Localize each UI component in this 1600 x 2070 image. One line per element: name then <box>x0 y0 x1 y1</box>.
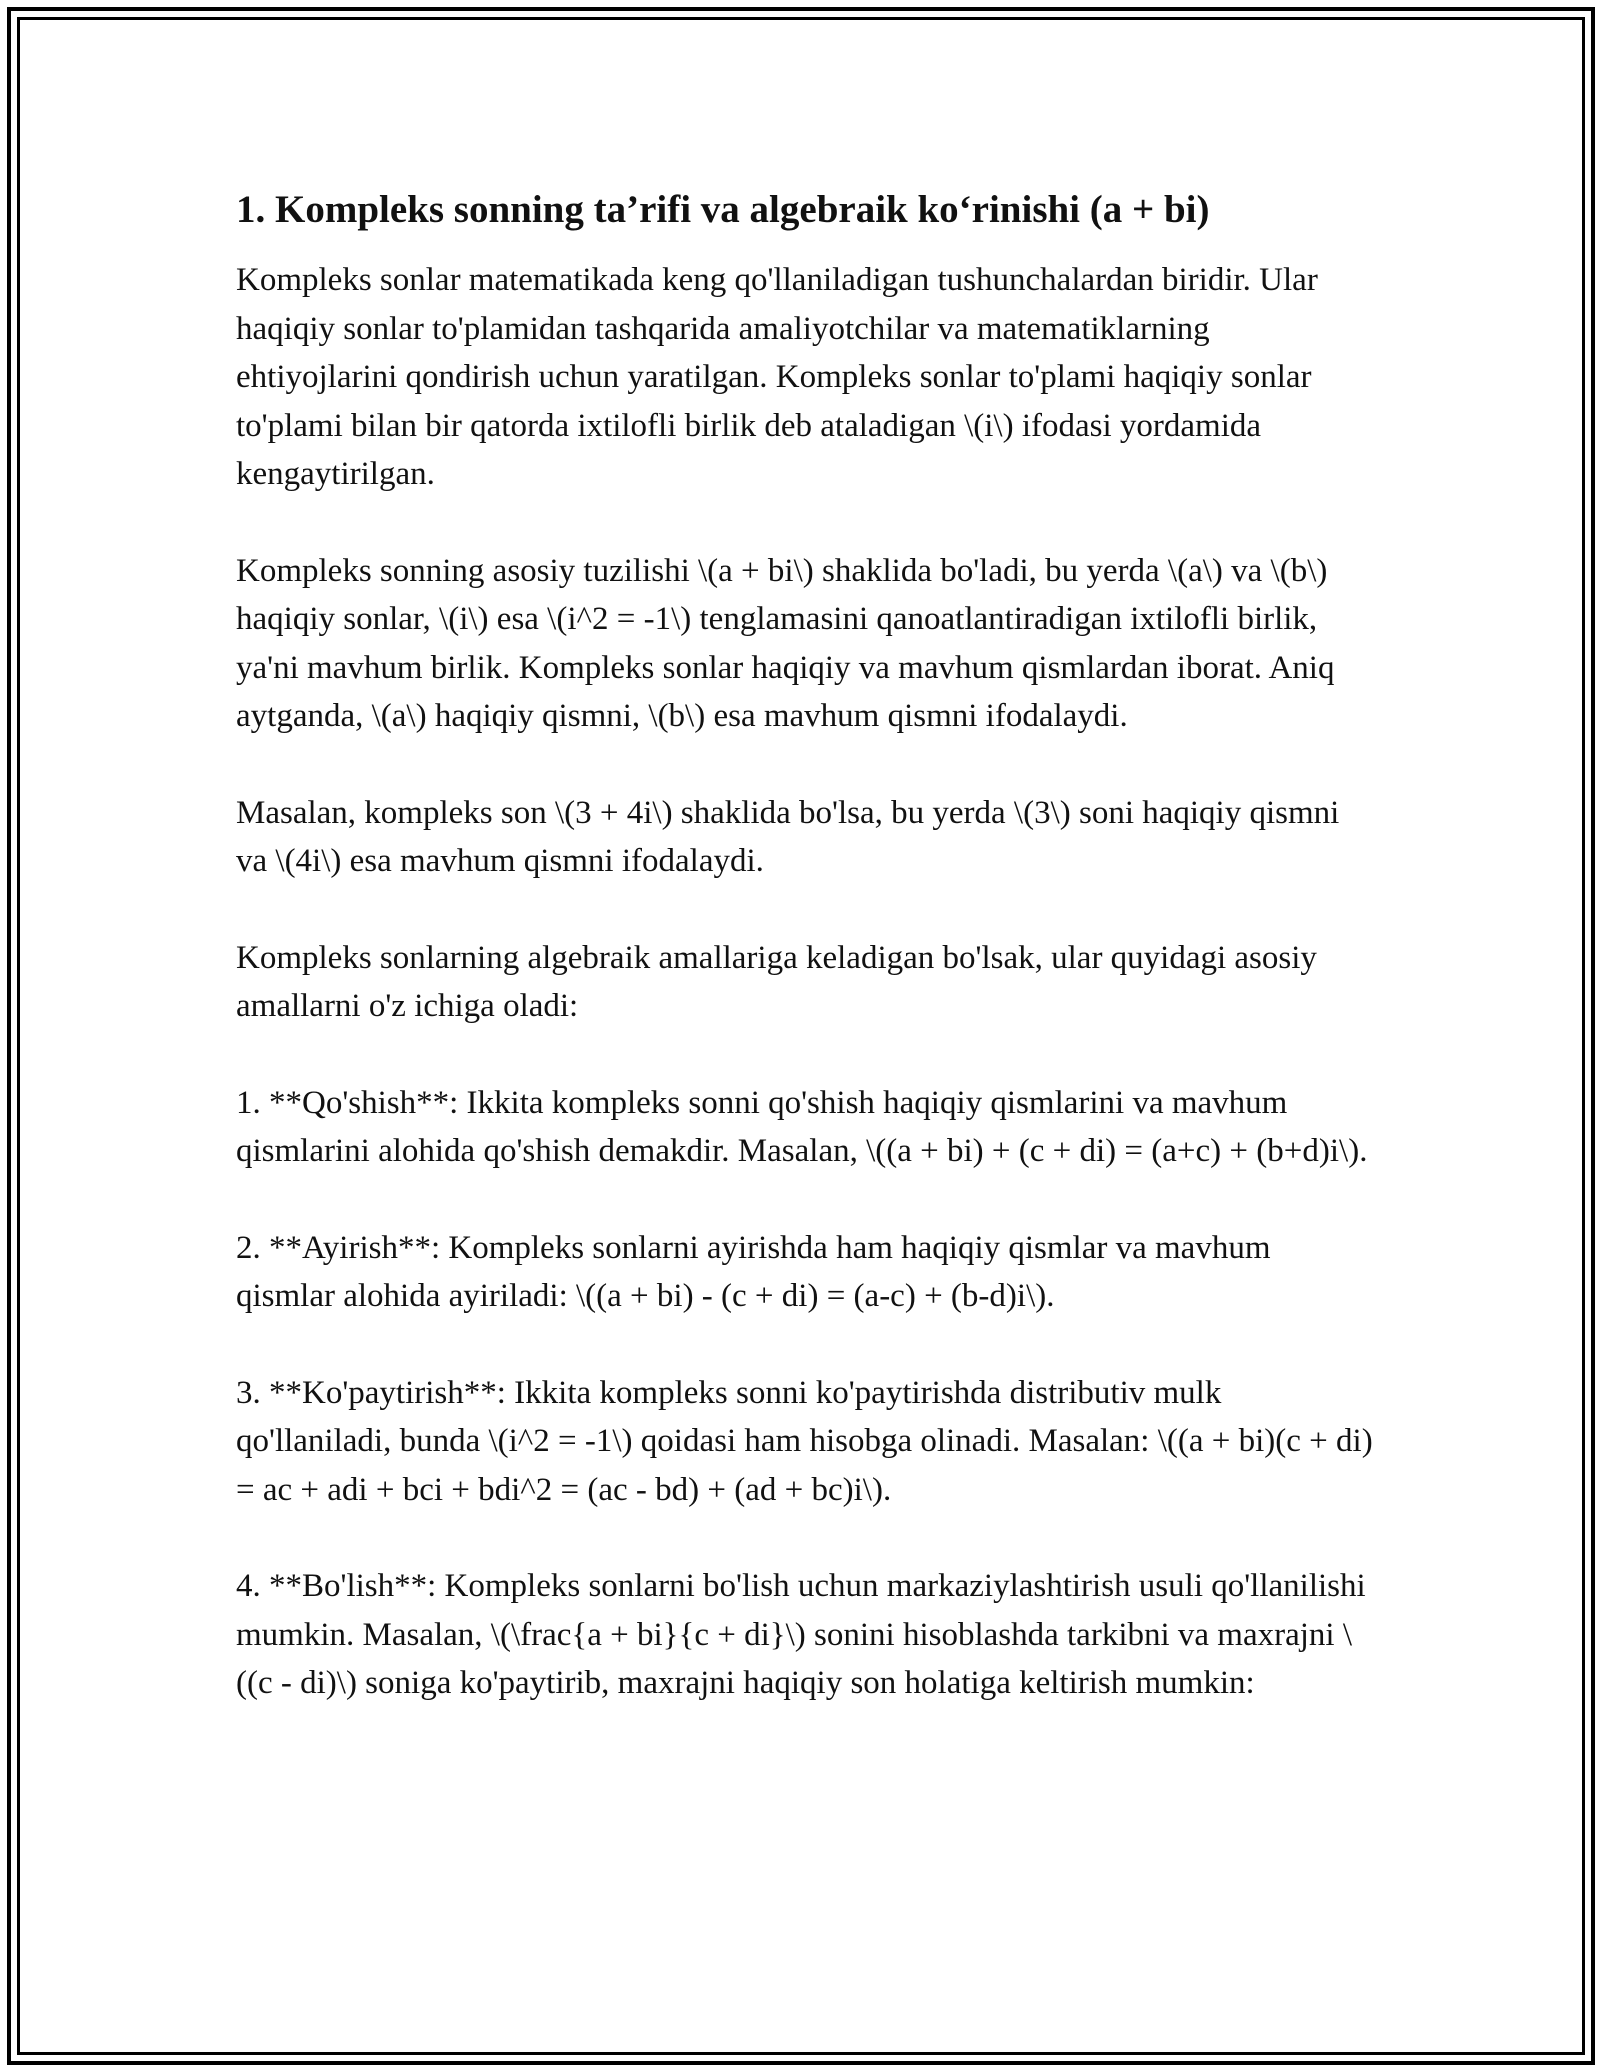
document-body <box>236 184 1376 1756</box>
section-heading: 1. Kompleks sonning ta’rifi va algebraik ko‘rinishi (a + bi) <box>236 188 1210 231</box>
list-item-division: 4. **Bo'lish**: Kompleks sonlarni bo'lish uchun markaziylashtirish usuli qo'llanilishi mumkin. Masalan, \(\frac{a + bi}{c + di}\) sonini hisoblashda tarkibni va maxrajni \((c - di)\) soniga ko'paytirib, maxrajni haqiqiy son holatiga keltirish mumkin: <box>236 1568 1366 1701</box>
list-item-multiplication: 3. **Ko'paytirish**: Ikkita kompleks sonni ko'paytirishda distributiv mulk qo'llaniladi, bunda \(i^2 = -1\) qoidasi ham hisobga olinadi. Masalan: \((a + bi)(c + di) = ac + adi + bci + bdi^2 = (ac - bd) + (ad + bc)i\). <box>236 1374 1373 1508</box>
list-item-subtraction: 2. **Ayirish**: Kompleks sonlarni ayirishda ham haqiqiy qismlar va mavhum qismlar alohida ayiriladi: \((a + bi) - (c + di) = (a-c) + (b-d)i\). <box>236 1229 1271 1314</box>
paragraph-definition: Kompleks sonlar matematikada keng qo'llaniladigan tushunchalardan biridir. Ular haqiqiy sonlar to'plamidan tashqarida amaliyotchilar va matematiklarning ehtiyojlarini qondirish uchun yaratilgan. Kompleks sonlar to'plami haqiqiy sonlar to'plami bilan bir qatorda ixtilofli birlik deb ataladigan \(i\) ifodasi yordamida kengaytirilgan. <box>236 262 1318 492</box>
paragraph-operations-intro: Kompleks sonlarning algebraik amallariga keladigan bo'lsak, ular quyidagi asosiy amallarni o'z ichiga oladi: <box>236 939 1317 1024</box>
paragraph-example: Masalan, kompleks son \(3 + 4i\) shaklida bo'lsa, bu yerda \(3\) soni haqiqiy qismni va \(4i\) esa mavhum qismni ifodalaydi. <box>236 794 1340 879</box>
paragraph-structure: Kompleks sonning asosiy tuzilishi \(a + bi\) shaklida bo'ladi, bu yerda \(a\) va \(b\) haqiqiy sonlar, \(i\) esa \(i^2 = -1\) tenglamasini qanoatlantiradigan ixtilofli birlik, ya'ni mavhum birlik. Kompleks sonlar haqiqiy va mavhum qismlardan iborat. Aniq aytganda, \(a\) haqiqiy qismni, \(b\) esa mavhum qismni ifodalaydi. <box>236 552 1335 734</box>
list-item-addition: 1. **Qo'shish**: Ikkita kompleks sonni qo'shish haqiqiy qismlarini va mavhum qismlarini alohida qo'shish demakdir. Masalan, \((a + bi) + (c + di) = (a+c) + (b+d)i\). <box>236 1084 1368 1169</box>
